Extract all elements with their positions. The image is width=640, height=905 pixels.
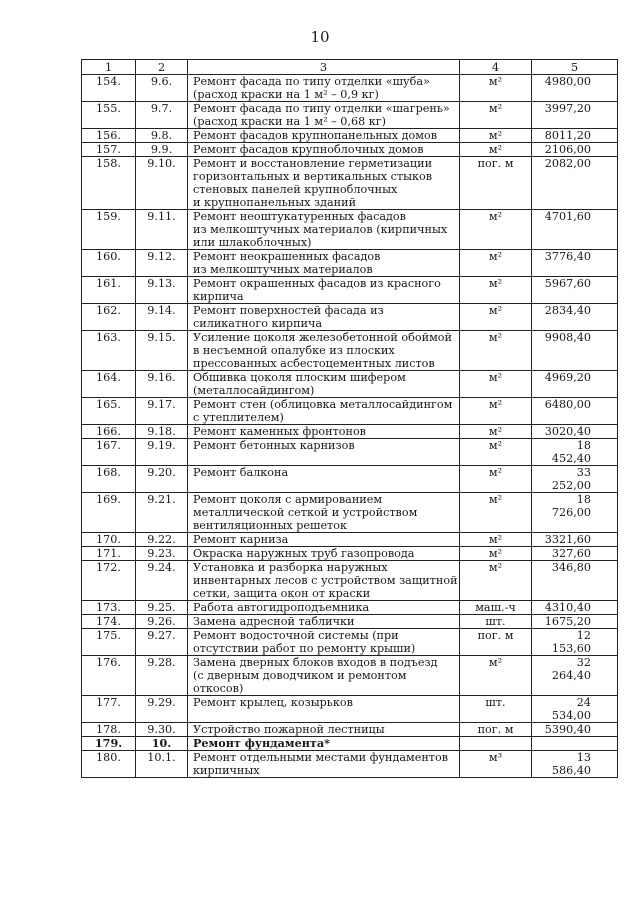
description-line: Замена дверных блоков входов в подъезд [193,656,438,669]
row-number: 176. [82,656,136,696]
table-row [82,277,618,304]
unit-price: 3020,40 [532,425,618,439]
item-code: 9.21. [136,493,188,533]
table-row [82,250,618,277]
work-description [188,601,460,615]
work-description [188,561,460,601]
item-code: 9.8. [136,129,188,143]
description-line: Ремонт и восстановление герметизации [193,157,433,170]
unit-of-measure: пог. м [460,629,532,656]
description-line: Ремонт цоколя с армированием [193,493,383,506]
unit-of-measure: м² [460,656,532,696]
header-col-3: 3 [188,60,460,75]
work-description [188,696,460,723]
row-number: 168. [82,466,136,493]
unit-price: 3321,60 [532,533,618,547]
description-line: металлической сеткой и устройством [193,506,418,519]
description-line: и крупнопанельных зданий [193,196,357,209]
item-code: 9.11. [136,210,188,250]
work-description [188,751,460,778]
row-number: 177. [82,696,136,723]
item-code: 9.23. [136,547,188,561]
description-line: (расход краски на 1 м² – 0,68 кг) [193,115,386,128]
description-line: откосов) [193,682,244,695]
row-number: 180. [82,751,136,778]
item-code: 10.1. [136,751,188,778]
row-number: 167. [82,439,136,466]
unit-of-measure: м² [460,210,532,250]
work-description [188,737,460,751]
item-code: 9.19. [136,439,188,466]
table-row [82,75,618,102]
item-code: 10. [136,737,188,751]
unit-of-measure: м² [460,398,532,425]
table-row [82,615,618,629]
table-row [82,656,618,696]
description-line: Окраска наружных труб газопровода [193,547,415,560]
item-code: 9.15. [136,331,188,371]
table-row [82,629,618,656]
work-description [188,629,460,656]
row-number: 178. [82,723,136,737]
description-line: Ремонт бетонных карнизов [193,439,355,452]
description-line: Ремонт окрашенных фасадов из красного [193,277,441,290]
unit-price: 346,80 [532,561,618,601]
table-row [82,102,618,129]
row-number: 166. [82,425,136,439]
description-line: Устройство пожарной лестницы [193,723,385,736]
unit-price: 3776,40 [532,250,618,277]
work-description [188,493,460,533]
price-table [81,59,618,778]
description-line: прессованных асбестоцементных листов [193,357,435,370]
row-number: 156. [82,129,136,143]
work-description [188,250,460,277]
table-row [82,737,618,751]
table-row [82,143,618,157]
description-line: Работа автогидроподъемника [193,601,370,614]
item-code: 9.18. [136,425,188,439]
description-line: Ремонт неокрашенных фасадов [193,250,381,263]
table-row [82,601,618,615]
item-code: 9.12. [136,250,188,277]
unit-of-measure: пог. м [460,723,532,737]
work-description [188,615,460,629]
table-row [82,696,618,723]
row-number: 179. [82,737,136,751]
unit-of-measure: м² [460,102,532,129]
row-number: 159. [82,210,136,250]
description-line: инвентарных лесов с устройством защитной [193,574,458,587]
unit-price: 4701,60 [532,210,618,250]
row-number: 162. [82,304,136,331]
row-number: 172. [82,561,136,601]
description-line: из мелкоштучных материалов (кирпичных [193,223,448,236]
description-line: сетки, защита окон от краски [193,587,371,600]
table-row [82,331,618,371]
description-line: Ремонт поверхностей фасада из [193,304,384,317]
item-code: 9.7. [136,102,188,129]
table-row [82,751,618,778]
unit-price: 2082,00 [532,157,618,210]
item-code: 9.16. [136,371,188,398]
work-description [188,75,460,102]
description-line: Ремонт фундамента* [193,736,330,750]
header-col-4: 4 [460,60,532,75]
unit-of-measure: м² [460,250,532,277]
unit-price: 4969,20 [532,371,618,398]
unit-price: 2106,00 [532,143,618,157]
unit-price: 9908,40 [532,331,618,371]
unit-price: 3997,20 [532,102,618,129]
unit-price: 24 534,00 [532,696,618,723]
description-line: Ремонт каменных фронтонов [193,425,366,438]
description-line: Усиление цоколя железобетонной обоймой [193,331,452,344]
unit-price: 32 264,40 [532,656,618,696]
item-code: 9.27. [136,629,188,656]
work-description [188,157,460,210]
unit-price: 4980,00 [532,75,618,102]
table-row [82,723,618,737]
description-line: (с дверным доводчиком и ремонтом [193,669,407,682]
table-row [82,493,618,533]
work-description [188,439,460,466]
work-description [188,210,460,250]
header-col-2: 2 [136,60,188,75]
unit-price: 18 452,40 [532,439,618,466]
unit-price: 4310,40 [532,601,618,615]
unit-of-measure: пог. м [460,157,532,210]
work-description [188,425,460,439]
unit-of-measure: м² [460,561,532,601]
item-code: 9.28. [136,656,188,696]
description-line: кирпичных [193,764,260,777]
item-code: 9.14. [136,304,188,331]
item-code: 9.24. [136,561,188,601]
header-col-5: 5 [532,60,618,75]
work-description [188,143,460,157]
table-row [82,425,618,439]
description-line: Ремонт стен (облицовка металлосайдингом [193,398,453,411]
table-row [82,533,618,547]
description-line: Ремонт карниза [193,533,289,546]
work-description [188,466,460,493]
row-number: 174. [82,615,136,629]
row-number: 163. [82,331,136,371]
table-row [82,561,618,601]
description-line: с утеплителем) [193,411,284,424]
description-line: Ремонт водосточной системы (при [193,629,399,642]
description-line: вентиляционных решеток [193,519,347,532]
unit-of-measure: м² [460,129,532,143]
table-row [82,466,618,493]
description-line: Замена адресной таблички [193,615,355,628]
row-number: 165. [82,398,136,425]
table-row [82,129,618,143]
row-number: 160. [82,250,136,277]
unit-of-measure: шт. [460,615,532,629]
description-line: Ремонт крылец, козырьков [193,696,353,709]
description-line: силикатного кирпича [193,317,323,330]
description-line: Обшивка цоколя плоским шифером [193,371,406,384]
unit-price: 12 153,60 [532,629,618,656]
table-row [82,304,618,331]
unit-of-measure: м³ [460,751,532,778]
unit-of-measure: м² [460,439,532,466]
description-line: отсутствии работ по ремонту крыши) [193,642,416,655]
description-line: кирпича [193,290,244,303]
unit-of-measure: м² [460,493,532,533]
unit-of-measure: м² [460,533,532,547]
row-number: 169. [82,493,136,533]
unit-of-measure: м² [460,143,532,157]
work-description [188,371,460,398]
unit-price: 8011,20 [532,129,618,143]
work-description [188,304,460,331]
description-line: Ремонт фасадов крупнопанельных домов [193,129,438,142]
description-line: Ремонт балкона [193,466,289,479]
unit-of-measure: м² [460,547,532,561]
table-row [82,371,618,398]
item-code: 9.13. [136,277,188,304]
table-row [82,210,618,250]
row-number: 175. [82,629,136,656]
row-number: 155. [82,102,136,129]
unit-price: 1675,20 [532,615,618,629]
work-description [188,533,460,547]
unit-price: 33 252,00 [532,466,618,493]
table-body [82,75,618,778]
row-number: 157. [82,143,136,157]
description-line: (металлосайдингом) [193,384,315,397]
unit-price [532,737,618,751]
header-col-1: 1 [82,60,136,75]
item-code: 9.29. [136,696,188,723]
row-number: 173. [82,601,136,615]
unit-of-measure: м² [460,277,532,304]
page-number: 10 [310,28,330,46]
unit-price: 6480,00 [532,398,618,425]
table-row [82,398,618,425]
unit-of-measure: м² [460,331,532,371]
description-line: Ремонт фасада по типу отделки «шагрень» [193,102,450,115]
unit-price: 13 586,40 [532,751,618,778]
table-header-row [82,60,618,75]
item-code: 9.10. [136,157,188,210]
row-number: 154. [82,75,136,102]
work-description [188,398,460,425]
unit-of-measure: м² [460,466,532,493]
unit-price: 5967,60 [532,277,618,304]
description-line: Ремонт отдельными местами фундаментов [193,751,449,764]
item-code: 9.25. [136,601,188,615]
unit-of-measure: м² [460,371,532,398]
work-description [188,102,460,129]
item-code: 9.30. [136,723,188,737]
item-code: 9.22. [136,533,188,547]
work-description [188,656,460,696]
unit-price: 327,60 [532,547,618,561]
description-line: Ремонт фасадов крупноблочных домов [193,143,424,156]
row-number: 171. [82,547,136,561]
description-line: (расход краски на 1 м² – 0,9 кг) [193,88,379,101]
description-line: или шлакоблочных) [193,236,312,249]
item-code: 9.20. [136,466,188,493]
table-row [82,439,618,466]
item-code: 9.26. [136,615,188,629]
item-code: 9.17. [136,398,188,425]
item-code: 9.9. [136,143,188,157]
description-line: горизонтальных и вертикальных стыков [193,170,433,183]
work-description [188,547,460,561]
description-line: стеновых панелей крупноблочных [193,183,398,196]
work-description [188,129,460,143]
unit-price: 5390,40 [532,723,618,737]
work-description [188,331,460,371]
unit-of-measure: м² [460,304,532,331]
unit-of-measure: шт. [460,696,532,723]
work-description [188,723,460,737]
description-line: Ремонт неоштукатуренных фасадов [193,210,406,223]
row-number: 161. [82,277,136,304]
description-line: в несъемной опалубке из плоских [193,344,395,357]
work-description [188,277,460,304]
row-number: 164. [82,371,136,398]
row-number: 158. [82,157,136,210]
table-row [82,547,618,561]
unit-of-measure [460,737,532,751]
description-line: Установка и разборка наружных [193,561,388,574]
unit-of-measure: м² [460,425,532,439]
item-code: 9.6. [136,75,188,102]
row-number: 170. [82,533,136,547]
description-line: Ремонт фасада по типу отделки «шуба» [193,75,430,88]
table-row [82,157,618,210]
unit-of-measure: м² [460,75,532,102]
unit-price: 18 726,00 [532,493,618,533]
unit-price: 2834,40 [532,304,618,331]
description-line: из мелкоштучных материалов [193,263,373,276]
unit-of-measure: маш.-ч [460,601,532,615]
